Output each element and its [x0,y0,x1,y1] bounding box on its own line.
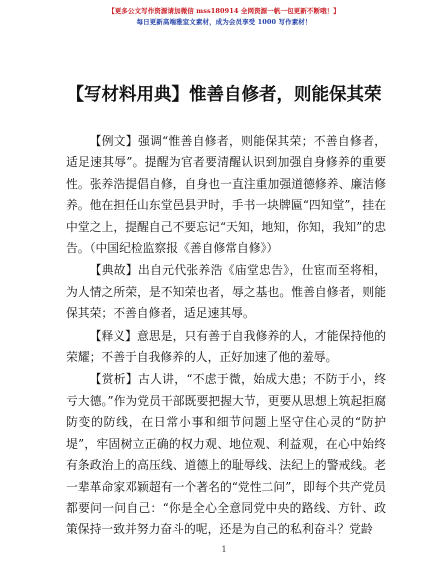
paragraph-example: 【例文】强调“惟善自修者，则能保其荣；不善自修者，适足速其辱”。提醒为官者要清醒认识到加强自身修养的重要性。张养浩提倡自修，自身也一直注重加强道德修养、廉洁修养。他在担任山东堂邑县尹时，手书一块牌匾“四知堂”，挂在中堂之上，提醒自己不要忘记“天知，地知，你知，我知”的忠告。（中国纪检监察报《善自修常自修》） [66,134,386,256]
promo-banner-line-2: 每日更新高端雅室文素材，成为会员享受 1000 写作素材！ [136,18,312,26]
paragraph-explanation: 【释义】意思是，只有善于自我修养的人，才能保持他的荣耀；不善于自我修养的人，正好加速了他的羞辱。 [66,328,386,365]
document-title: 【写材料用典】惟善自修者，则能保其荣 [66,85,382,105]
promo-banner-line-1: 【更多公文写作资源请加微信 mss180914 全网资源一帆一包更新不断哦！】 [108,7,340,15]
paragraph-allusion: 【典故】出自元代张养浩《庙堂忠告》，仕宦而至将相，为人情之所荣，是不知荣也者，辱之基也。惟善自修者，则能保其荣；不善自修者，适足速其辱。 [66,263,386,321]
document-body [66,131,386,542]
promo-banner [0,6,448,28]
page-number: 1 [221,545,227,554]
paragraph-appreciation: 【赏析】古人讲，“不虑于微，始成大患；不防于小，终亏大德。”作为党员干部既要把握大节，更要从思想上筑起拒腐防变的防线，在日常小事和细节问题上坚守住心灵的“防护堤”，牢固树立正确的权力观、地位观、利益观，在心中始终有条政治上的高压线、道德上的耻辱线、法纪上的警戒线。老一辈革命家邓颖超有一个著名的“党性二问”，即每个共产党员都要问一问自己：“你是全心全意同党中央的路线、方针、政策保持一致并努力奋斗的呢，还是为自己的私利奋斗？党龄 [66,372,386,537]
